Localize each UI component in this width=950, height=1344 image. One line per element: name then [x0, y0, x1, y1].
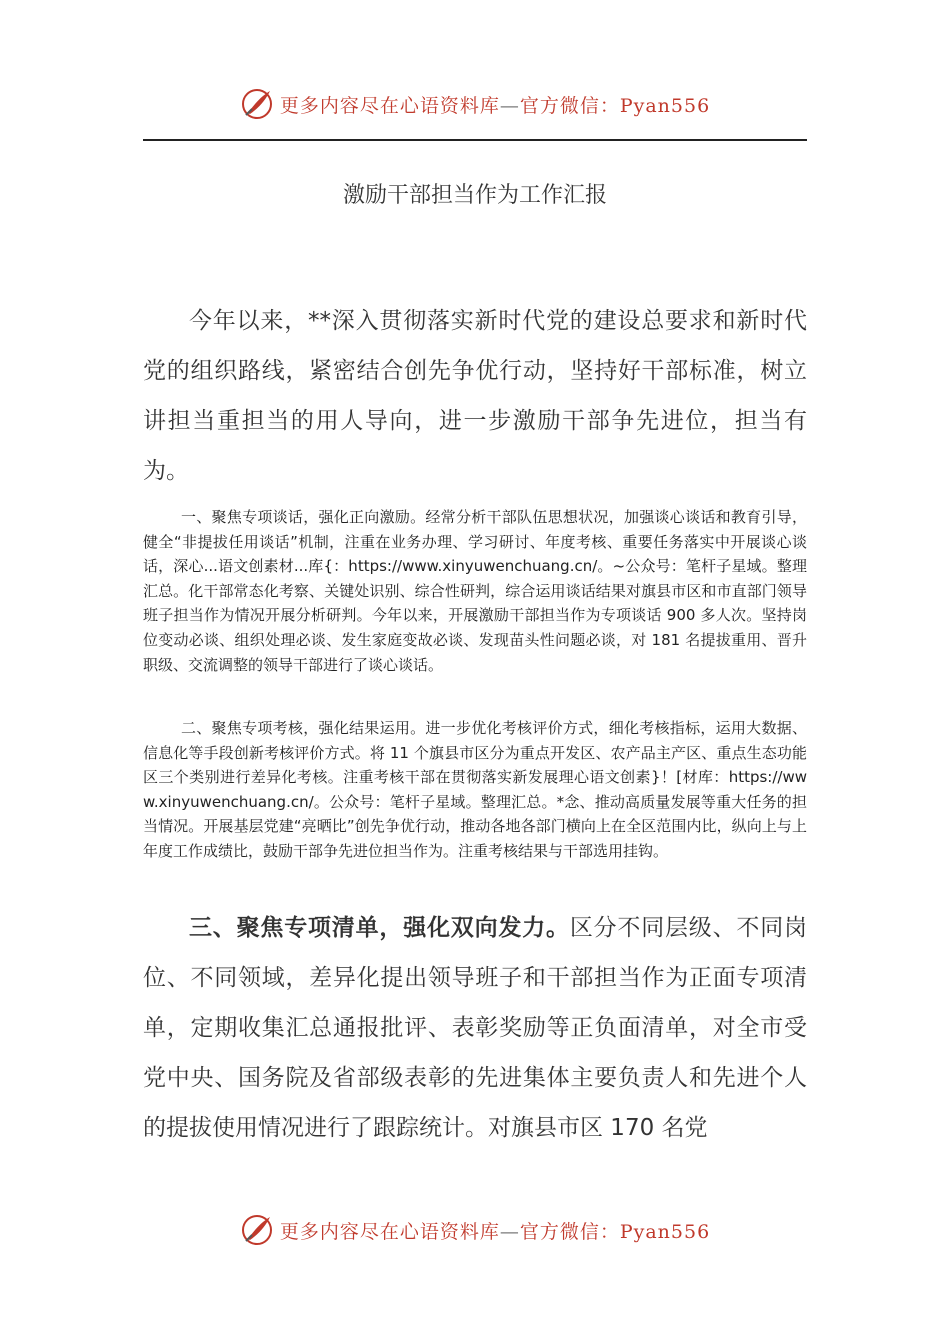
- section-two-paragraph: 二、聚焦专项考核，强化结果运用。进一步优化考核评价方式，细化考核指标，运用大数据、信息化等手段创新考核评价方式。将 11 个旗县市区分为重点开发区、农产品主产区、重点生态功能区三个类别进行差异化考核。注重考核干部在贯彻落实新发展理心语文创素}！[材库：https://www.xinyuwenchuang.cn/。公众号：笔杆子星域。整理汇总。*念、推动高质量发展等重大任务的担当情况。开展基层党建“亮晒比”创先争优行动，推动各地各部门横向上在全区范围内比，纵向上与上年度工作成绩比，鼓励干部争先进位担当作为。注重考核结果与干部选用挂钩。: [143, 719, 807, 860]
- header-rule: [143, 139, 807, 141]
- banner-dash: —: [499, 1220, 520, 1243]
- banner-wechat: 官方微信：Pyan556: [519, 94, 711, 117]
- banner-wechat: 官方微信：Pyan556: [519, 1220, 711, 1243]
- banner-text: [280, 1217, 710, 1244]
- intro-paragraph: 今年以来，**深入贯彻落实新时代党的建设总要求和新时代党的组织路线，紧密结合创先争优行动，坚持好干部标准，树立讲担当重担当的用人导向，进一步激励干部争先进位，担当有为。: [143, 308, 807, 484]
- section-three-paragraph: [143, 903, 807, 1153]
- header-banner: [0, 84, 950, 124]
- section-three-text: 区分不同层级、不同岗位、不同领域，差异化提出领导班子和干部担当作为正面专项清单，定期收集汇总通报批评、表彰奖励等正负面清单，对全市受党中央、国务院及省部级表彰的先进集体主要负责人和先进个人的提拔使用情况进行了跟踪统计。对旗县市区 170 名党: [143, 915, 808, 1141]
- document-title: 激励干部担当作为工作汇报: [342, 183, 607, 208]
- banner-main: 更多内容尽在心语资料库: [279, 1220, 500, 1243]
- quill-logo-icon: [240, 1213, 274, 1247]
- quill-logo-icon: [240, 87, 274, 121]
- footer-banner: [0, 1210, 950, 1250]
- banner-dash: —: [499, 94, 520, 117]
- section-three-heading: 三、聚焦专项清单，强化双向发力。: [189, 915, 570, 941]
- section-one-paragraph: 一、聚焦专项谈话，强化正向激励。经常分析干部队伍思想状况，加强谈心谈话和教育引导，健全“非提拔任用谈话”机制，注重在业务办理、学习研讨、年度考核、重要任务落实中开展谈心谈话，深心...语文创素材...库{：https://www.xinyuwenchuang.cn/。~公众号：笔杆子星域。整理汇总。化干部常态化考察、关键处识别、综合性研判，综合运用谈话结果对旗县市区和市直部门领导班子担当作为情况开展分析研判。今年以来，开展激励干部担当作为专项谈话 900 多人次。坚持岗位变动必谈、组织处理必谈、发生家庭变故必谈、发现苗头性问题必谈，对 181 名提拔重用、晋升职级、交流调整的领导干部进行了谈心谈话。: [143, 508, 807, 674]
- banner-main: 更多内容尽在心语资料库: [279, 94, 500, 117]
- banner-text: [280, 91, 710, 118]
